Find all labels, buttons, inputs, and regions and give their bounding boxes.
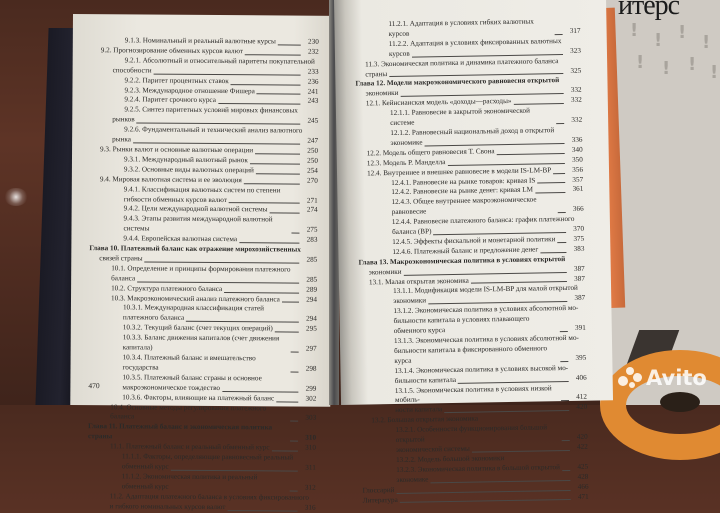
toc-page-number: 294 [306, 295, 318, 304]
toc-page-number: 254 [307, 166, 318, 175]
toc-entry-title: 9.4.4. Европейская валютная система [123, 234, 238, 244]
toc-entry-title: экономики [393, 296, 427, 306]
toc-page-number: 471 [577, 492, 589, 501]
toc-entry-title: страны [365, 69, 388, 78]
toc-entry-title: 12.4.1. Равновесие на рынке товаров: кривая IS [391, 176, 536, 187]
toc-leader-line [560, 331, 568, 332]
toc-leader-line [282, 302, 299, 303]
toc-page-number: 236 [307, 77, 319, 86]
toc-entry-title: 12.4.3. Общее внутреннее макроэкономическое равновесие [391, 195, 537, 217]
light-glare [4, 188, 28, 206]
toc-entry-title: платежного баланса [122, 313, 185, 323]
toc-entry-title: способности [112, 65, 152, 75]
toc-entry-title: 9.2.2. Паритет процентных ставок [124, 75, 229, 85]
toc-page-number: 289 [306, 285, 318, 294]
toc-entry-title: 9.2.5. Синтез паритетных условий мировых финансовых [124, 105, 298, 115]
toc-page-number: 332 [570, 86, 582, 95]
toc-leader-line [558, 212, 566, 213]
toc-entry-title: Глава 12. Модели макроэкономического равновесия открытой [355, 76, 560, 89]
toc-entry [89, 214, 317, 235]
toc-page-number: 274 [306, 206, 318, 215]
toc-entry-title: 10.4. Основные методы регулирования платежного баланса [110, 402, 267, 421]
toc-page-number: 285 [306, 255, 318, 264]
toc-leader-line [257, 94, 301, 95]
toc-entry-title: 11.2.2. Адаптация в условиях фиксированных валютных [388, 36, 562, 48]
toc-entry-title: 13.2.2. Модель большой экономики [395, 453, 505, 464]
toc-entry-title: экономике [390, 138, 423, 147]
toc-page-number: 270 [307, 176, 318, 185]
toc-page-number: 311 [305, 463, 316, 472]
toc-leader-line [497, 153, 565, 155]
toc-leader-line [535, 192, 565, 194]
toc-page-number: 391 [574, 323, 586, 332]
toc-entry-title: 12.4.2. Равновесие на рынке денег: кривая LM [391, 185, 534, 197]
toc-page-number: 412 [576, 393, 588, 402]
toc-entry-title: 9.2.6. Фундаментальный и технический анализ валютного [124, 125, 303, 135]
toc-page-number: 375 [573, 234, 585, 243]
toc-entry-title: макроэкономическое тождество [122, 383, 221, 392]
toc-page-number: 285 [306, 275, 318, 284]
toc-entry [88, 403, 316, 424]
toc-entry-title: баланса [111, 274, 136, 283]
toc-entry-title: 11.1. Платежный баланс и реальный обменный курс [109, 442, 270, 452]
toc-list-left [88, 36, 319, 513]
page-number: 470 [88, 381, 100, 391]
toc-leader-line [133, 142, 300, 144]
toc-page-number: 406 [575, 373, 587, 382]
toc-entry-title: 10.3.3. Баланс движения капиталов (счет движения капитала) [122, 333, 280, 352]
toc-leader-line [291, 371, 299, 372]
toc-entry-title: Глава 11. Платежный баланс и экономическая политика страны [88, 422, 273, 441]
toc-page-number: 245 [307, 116, 319, 125]
toc-leader-line [562, 440, 570, 441]
exclamation-pattern-icon: ! [654, 30, 663, 51]
toc-leader-line [562, 470, 570, 471]
toc-entry-title: 10.3. Макроэкономический анализ платежного баланса [110, 293, 280, 304]
toc-entry-title: экономики [365, 89, 399, 98]
toc-leader-line [244, 183, 300, 184]
exclamation-pattern-icon: ! [710, 62, 719, 83]
exclamation-pattern-icon: ! [702, 32, 711, 53]
avito-watermark [618, 366, 707, 390]
toc-entry [361, 383, 587, 407]
toc-page-number: 336 [571, 135, 583, 144]
toc-page-number: 422 [576, 442, 588, 451]
toc-page-number: 250 [307, 146, 319, 155]
toc-entry-title: 10.3.6. Факторы, влияющие на платежный баланс [122, 392, 275, 403]
toc-entry-title: Литература [362, 495, 398, 505]
toc-leader-line [556, 123, 564, 124]
toc-page-number: 428 [577, 472, 589, 481]
toc-entry-title: 10.3.1. Международная классификация статей [122, 303, 265, 313]
toc-leader-line [537, 182, 565, 183]
toc-entry-title: рынков [112, 115, 135, 124]
toc-entry-title: Глава 13. Макроэкономическая политика в условиях открытой [358, 254, 566, 267]
toc-leader-line [540, 252, 566, 253]
toc-leader-line [227, 510, 297, 511]
toc-page-number: 366 [572, 204, 584, 214]
toc-page-number: 241 [307, 87, 319, 96]
toc-page-number: 332 [571, 115, 583, 124]
toc-leader-line [400, 499, 571, 503]
toc-entry-title: 11.2. Адаптация платежного баланса в условиях фиксированного [109, 491, 309, 502]
toc-entry-title: 10.1. Определение и принципы формирования платежного [111, 264, 291, 274]
toc-entry-title: 9.4.1. Классификация валютных систем по степени [123, 184, 281, 195]
toc-entry-title: 9.3. Рынки валют и основные валютные операции [100, 145, 254, 155]
toc-page-number: 387 [574, 294, 586, 303]
exclamation-pattern-icon: ! [688, 54, 697, 75]
toc-entry [361, 423, 587, 447]
toc-entry-title: рынка [112, 135, 131, 144]
toc-entry [89, 333, 317, 354]
toc-entry-title: курсов [388, 49, 410, 58]
toc-leader-line [290, 441, 298, 442]
left-page [70, 14, 333, 512]
toc-page-number: 312 [304, 483, 316, 492]
toc-leader-line [231, 84, 301, 85]
exclamation-pattern-icon: ! [636, 52, 645, 73]
toc-entry [88, 353, 316, 374]
toc-entry-title: 12.3. Модель Р. Манделла [366, 157, 446, 168]
toc-leader-line [290, 490, 298, 491]
toc-entry-title: 9.4.2. Цели международной валютной системы [123, 204, 268, 214]
toc-entry-title: 9.2. Прогнозирование обменных курсов валют [100, 46, 244, 56]
toc-page-number: 361 [572, 185, 584, 194]
toc-page-number: 298 [305, 364, 317, 373]
toc-entry-title: 12.1. Кейнсианская модель «доходы—расходы» [365, 97, 512, 108]
toc-entry-title: 13.1.1. Модификация модели IS-LM-BP для малой открытой [393, 284, 578, 296]
toc-leader-line [553, 172, 565, 173]
toc-entry-title: 13.1.2. Экономическая политика в условиях абсолютной мо- [393, 304, 579, 316]
toc-page-number: 243 [307, 97, 319, 106]
toc-entry-title: Глава 10. Платежный баланс как отражение мирохозяйственных [89, 244, 301, 254]
toc-entry-title: 12.1.1. Равновесие в закрытой экономической системе [389, 106, 531, 128]
ring-hole [660, 392, 700, 412]
toc-page-number: 310 [305, 433, 317, 442]
toc-leader-line [276, 401, 298, 402]
exclamation-pattern-icon: ! [630, 20, 639, 41]
toc-leader-line [291, 352, 299, 353]
toc-entry-title: 12.4.5. Эффекты фискальной и монетарной политики [392, 235, 556, 246]
toc-entry-title: экономической системы [395, 444, 470, 454]
toc-leader-line [256, 173, 300, 174]
toc-leader-line [137, 281, 299, 283]
toc-leader-line [171, 470, 298, 472]
toc-chapter-entry [88, 422, 316, 443]
toc-page-number: 295 [305, 324, 317, 333]
toc-leader-line [222, 391, 298, 393]
toc-entry-title: 13.1.4. Экономическая политика в условиях высокой мо- [394, 363, 569, 375]
toc-page-number: 294 [306, 315, 317, 324]
toc-page-number: 303 [305, 414, 317, 423]
toc-page-number: 356 [572, 165, 584, 174]
toc-leader-line [558, 242, 567, 243]
toc-entry-title: 9.4.3. Этапы развития международной валютной системы [123, 214, 273, 233]
toc-entry-title: 12.4.4. Равновесие платежного баланса: график платежного [391, 214, 575, 227]
brand-logo-text: итерс [618, 0, 680, 21]
toc-page-number: 425 [577, 462, 589, 471]
toc-page-number: 350 [571, 155, 583, 164]
toc-leader-line [229, 202, 300, 203]
toc-entry-title: 9.2.4. Паритет срочного курса [124, 95, 216, 105]
toc-entry-title: и гибкого номинальных курсов валют [109, 501, 226, 511]
toc-page-number: 299 [305, 384, 317, 393]
toc-entry-title: бильности капитала [394, 375, 457, 385]
toc-page-number: 325 [570, 66, 582, 75]
exclamation-pattern-icon: ! [678, 22, 687, 43]
toc-page-number: 232 [307, 47, 319, 56]
toc-entry-title: 13.2. Большая открытая экономика [371, 414, 479, 425]
toc-leader-line [272, 450, 298, 451]
toc-entry-title: 12.1.2. Равновесный национальный доход в открытой [390, 126, 555, 138]
toc-entry-title: 9.3.1. Международный валютный рынок [123, 155, 248, 165]
toc-leader-line [291, 233, 299, 234]
toc-page-number: 323 [570, 46, 581, 55]
toc-leader-line [278, 44, 301, 45]
toc-page-number: 387 [574, 274, 585, 283]
toc-entry-title: 12.4.6. Платежный баланс и предложение денег [392, 245, 539, 256]
toc-leader-line [560, 361, 568, 362]
toc-page-number: 230 [308, 37, 319, 46]
toc-page-number: 383 [573, 244, 585, 253]
toc-leader-line [218, 103, 300, 105]
toc-entry-title: 9.4. Мировая валютная система и ее эволюция [99, 174, 242, 184]
toc-entry-title: связей страны [99, 254, 143, 263]
toc-leader-line [255, 153, 300, 154]
toc-entry-title: бильности капитала в фиксированного обменного курса [394, 344, 548, 365]
toc-page-number: 275 [306, 225, 318, 234]
toc-page-number: 370 [573, 224, 585, 233]
toc-leader-line [224, 292, 299, 294]
toc-leader-line [555, 34, 563, 35]
toc-entry-title: экономики [368, 267, 402, 277]
toc-entry-title: 12.4. Внутреннее и внешнее равновесие в модели IS-LM-BP [366, 165, 552, 178]
toc-entry-title: 9.1.3. Номинальный и реальный валютные курсы [124, 36, 276, 46]
toc-leader-line [269, 213, 299, 214]
toc-leader-line [250, 163, 300, 164]
toc-entry-title: 13.1.3. Экономическая политика в условиях абсолютной мо- [393, 333, 579, 346]
toc-entry-title: 13.2.3. Экономическая политика в большой открытой [396, 462, 561, 474]
toc-page-number: 316 [304, 503, 316, 512]
toc-page-number: 357 [572, 175, 584, 184]
toc-entry-title: 13.1. Малая открытая экономика [368, 276, 469, 286]
toc-page-number: 340 [571, 145, 583, 154]
toc-entry-title: 9.2.3. Международное отношение Фишера [124, 85, 255, 95]
toc-page-number: 466 [577, 482, 589, 491]
toc-leader-line [561, 400, 569, 401]
toc-leader-line [239, 242, 299, 243]
toc-entry-title: экономике [396, 475, 429, 484]
toc-entry-title: 10.3.5. Платежный баланс страны и основное [122, 373, 262, 383]
toc-entry-title: баланса (BP) [391, 227, 432, 237]
toc-entry-title: 11.1.1. Факторы, определяющие равновесный реальный [121, 452, 294, 462]
toc-leader-line [137, 123, 301, 125]
toc-page-number: 387 [573, 264, 585, 273]
toc-page-number: 420 [576, 402, 588, 412]
toc-entry-title: гибкости обменных курсов валют [123, 194, 228, 204]
toc-page-number: 332 [570, 95, 582, 105]
toc-leader-line [145, 261, 300, 263]
toc-entry-title: ности капитала [395, 405, 443, 415]
toc-page-number: 247 [307, 136, 319, 145]
toc-leader-line [290, 421, 298, 422]
toc-page-number: 317 [569, 26, 581, 35]
toc-entry-title: 13.2.1. Особенности функционирования большой открытой [395, 423, 548, 445]
toc-entry-title: 10.3.4. Платежный баланс и вмешательство государства [122, 353, 256, 372]
toc-page-number: 233 [307, 67, 319, 76]
watermark-text: Avito [646, 366, 707, 390]
toc-entry-title: 9.3.2. Основные виды валютных операций [123, 165, 254, 175]
toc-leader-line [514, 103, 564, 105]
toc-page-number: 271 [306, 196, 318, 205]
toc-page-number: 250 [307, 156, 319, 165]
toc-page-number: 420 [576, 432, 588, 441]
toc-page-number: 297 [305, 344, 317, 353]
toc-list-right [354, 17, 588, 506]
toc-entry-title: 11.2.1. Адаптация в условиях гибких валютных курсов [388, 17, 534, 38]
toc-entry [88, 502, 316, 513]
toc-entry-title: 11.3. Экономическая политика и динамика платежного баланса [365, 56, 559, 69]
toc-entry-title: 11.1.2. Экономическая политика и реальный обменный курс [121, 472, 258, 491]
toc-leader-line [186, 321, 299, 323]
toc-entry-title: 9.2.1. Абсолютный и относительный паритеты покупательной [124, 56, 315, 66]
right-page [334, 0, 613, 505]
toc-entry [88, 472, 316, 493]
avito-logo-icon [618, 367, 642, 389]
toc-entry-title: 10.3.2. Текущий баланс (счет текущих операций) [122, 323, 273, 333]
toc-entry-title: бильности капитала в условиях плавающего обменного курса [393, 314, 530, 336]
toc-page-number: 395 [575, 353, 587, 362]
toc-page-number: 302 [305, 394, 317, 403]
toc-entry-title: обменный курс [121, 462, 169, 471]
toc-entry-title: 10.2. Структура платежного баланса [111, 283, 223, 293]
exclamation-pattern-icon: ! [662, 58, 671, 79]
toc-page-number: 283 [306, 235, 318, 244]
toc-entry-title: Глоссарий [362, 485, 395, 495]
toc-leader-line [154, 73, 301, 75]
toc-entry-title: 12.2. Модель общего равновесия Т. Свона [366, 147, 495, 158]
toc-page-number: 310 [305, 443, 317, 452]
toc-leader-line [245, 54, 301, 55]
toc-leader-line [275, 332, 299, 333]
toc-entry-title: 13.1.5. Экономическая политика в условиях низкой мобиль- [394, 383, 552, 405]
